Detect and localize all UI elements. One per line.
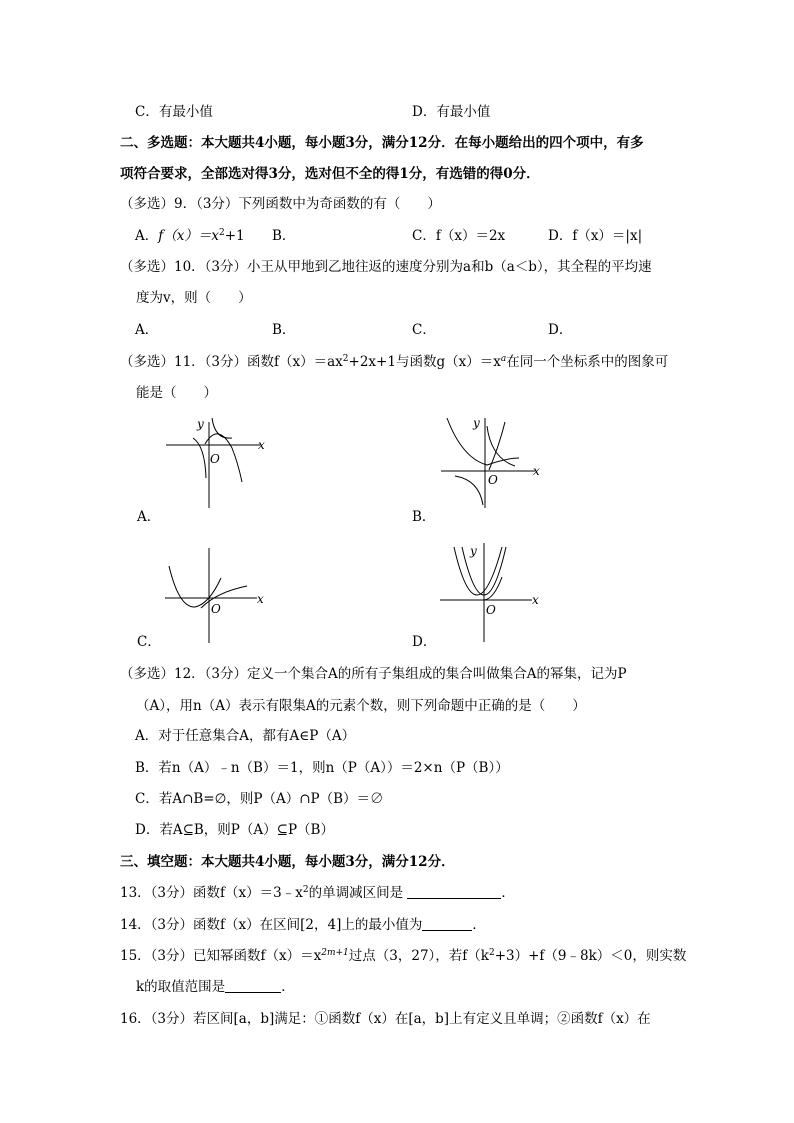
origin-label: O xyxy=(486,603,496,617)
origin-label: O xyxy=(211,602,221,616)
axis-y-label: y xyxy=(473,416,480,430)
q8-option-c: C．有最小值 xyxy=(135,104,213,120)
origin-label: O xyxy=(488,473,498,487)
q12-option-c: C．若A∩B=∅，则P（A）∩P（B）＝∅ xyxy=(135,791,384,807)
q9-option-c: C．f（x）＝2x xyxy=(412,228,506,244)
q13-text: 13．（3分）函数$f(x)=3﹣x^2$的单调减区间是 ． xyxy=(120,885,515,901)
q11-option-d: D． xyxy=(412,634,437,650)
q11-stem-line2: 能是（ ） xyxy=(136,385,217,401)
q10-option-c: C． xyxy=(412,322,436,338)
q9-stem: （多选）9．（3分）下列函数中为奇函数的有（ ） xyxy=(120,196,441,212)
q8-option-d: D．有最小值 xyxy=(412,104,491,120)
q10-option-d: D． xyxy=(548,322,573,338)
section3-heading: 三、填空题：本大题共4小题，每小题3分，满分12分． xyxy=(120,854,455,870)
q12-stem-line1: （多选）12．（3分）定义一个集合A的所有子集组成的集合叫做集合A的幂集，记为P xyxy=(120,666,627,682)
q15-answer-blank[interactable] xyxy=(225,980,281,993)
q12-option-d: D．若A⊆B，则P（A）⊆P（B） xyxy=(135,822,334,838)
q11-option-c: C． xyxy=(137,634,161,650)
q12-stem-line2: （A），用n（A）表示有限集A的元素个数，则下列命题中正确的是（ ） xyxy=(136,698,586,714)
q11-option-a: A． xyxy=(137,509,161,525)
q9-option-b: B． xyxy=(272,228,296,244)
section2-heading-line2: 项符合要求，全部选对得3分，选对但不全的得1分，有选错的得0分． xyxy=(120,166,540,182)
q9-option-d: D．f（x）＝|x| xyxy=(548,228,643,244)
q12-option-b: B．若n（A）﹣n（B）＝1，则n（P（A））＝2×n（P（B）） xyxy=(135,760,509,776)
axis-y-label: y xyxy=(470,544,477,558)
q11-graph-b xyxy=(437,418,547,508)
q11-graph-c xyxy=(165,548,275,643)
axis-x-label: x xyxy=(533,464,540,478)
q10-stem-line1: （多选）10．（3分）小王从甲地到乙地往返的速度分别为a和b（a＜b），其全程的平均速 xyxy=(120,259,652,275)
q11-graph-a xyxy=(160,418,270,508)
q14-text: 14．（3分）函数f（x）在区间[2，4]上的最小值为 ． xyxy=(120,917,486,933)
q10-stem-line2: 度为v，则（ ） xyxy=(136,290,252,306)
q15-text-line2: k的取值范围是 ． xyxy=(136,979,295,995)
axis-x-label: x xyxy=(532,593,539,607)
q10-option-b: B． xyxy=(272,322,296,338)
q11-option-b: B． xyxy=(412,509,436,525)
q14-answer-blank[interactable] xyxy=(422,918,472,931)
axis-y-label: y xyxy=(197,417,204,431)
q15-text-line1: 15．（3分）已知幂函数$f(x)=x^{2m+1}$过点（3，27），若$f(k^2+3)+f(9﹣8k)<0$，则实数 xyxy=(120,948,687,964)
origin-label: O xyxy=(210,452,220,466)
section2-heading-line1: 二、多选题：本大题共4小题，每小题3分，满分12分．在每小题给出的四个项中，有多 xyxy=(120,135,644,151)
axis-x-label: x xyxy=(258,438,265,452)
axis-x-label: x xyxy=(257,592,264,606)
q13-answer-blank[interactable] xyxy=(407,886,501,899)
q10-option-a: A． xyxy=(135,322,159,338)
q11-graph-d xyxy=(440,543,550,638)
q9-option-a: A．$f(x)=x^2+1$ xyxy=(135,228,245,244)
q12-option-a: A．对于任意集合A，都有A∈P（A） xyxy=(135,728,356,744)
q16-text-line1: 16．（3分）若区间[a，b]满足：①函数f（x）在[a，b]上有定义且单调；②函数f（x）在 xyxy=(120,1011,651,1027)
q11-stem-line1: （多选）11．（3分）函数$f(x)=ax^2+2x+1$与函数$g(x)=x^a$在同一个坐标系中的图象可 xyxy=(120,354,669,370)
